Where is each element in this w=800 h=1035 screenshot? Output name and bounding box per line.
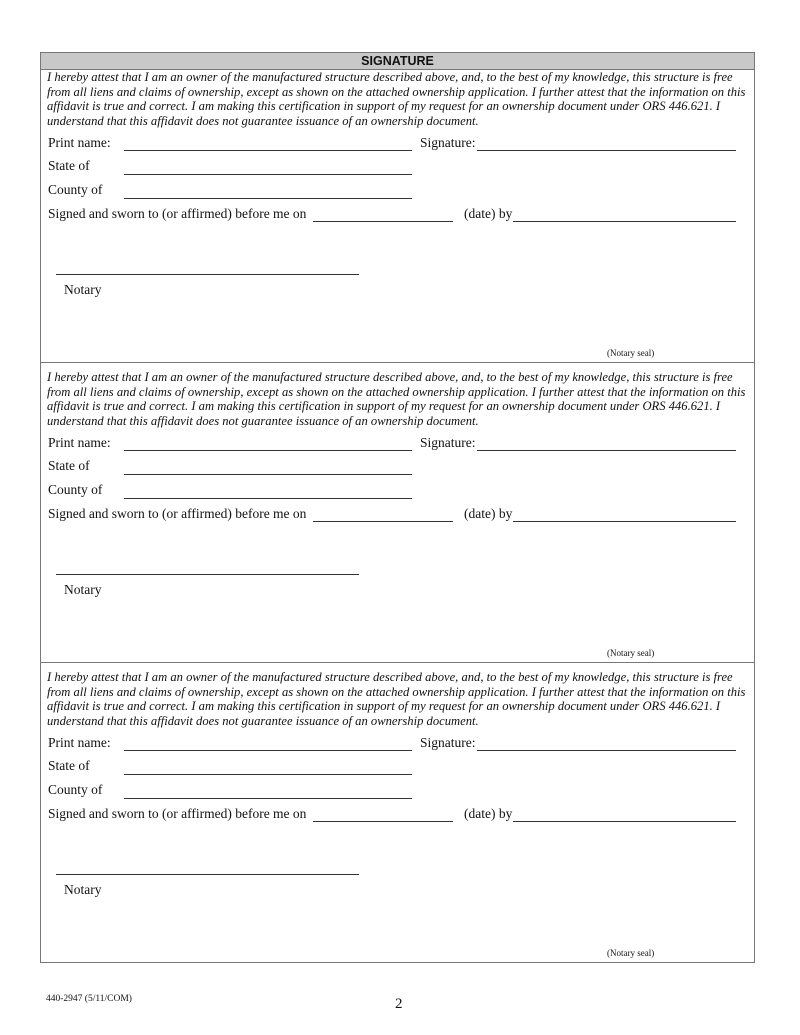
form-number: 440-2947 (5/11/COM) — [46, 994, 132, 1004]
signature-field[interactable] — [477, 750, 736, 751]
affidavit-text: I hereby attest that I am an owner of the manufactured structure described above, and, to the best of my knowledge, this structure is free from all liens and claims of ownership, except as shown on the attached ownership application. I further attest that the information on this affidavit is true and correct. I am making this certification in support of my request for an ownership document under ORS 446.621. I understand that this affidavit does not guarantee issuance of an ownership document. — [47, 370, 746, 428]
signed-sworn-label: Signed and sworn to (or affirmed) before me on — [48, 806, 307, 821]
notary-seal-label: (Notary seal) — [607, 648, 655, 658]
notary-label: Notary — [64, 882, 102, 897]
signed-sworn-label: Signed and sworn to (or affirmed) before me on — [48, 506, 307, 521]
state-of-label: State of — [48, 458, 90, 473]
state-of-field[interactable] — [124, 774, 412, 775]
print-name-label: Print name: — [48, 435, 111, 450]
affidavit-section-3 — [40, 662, 755, 963]
page-number: 2 — [395, 996, 403, 1012]
state-of-field[interactable] — [124, 474, 412, 475]
print-name-label: Print name: — [48, 135, 111, 150]
county-of-label: County of — [48, 482, 103, 497]
signature-field[interactable] — [477, 450, 736, 451]
sworn-date-field[interactable] — [313, 221, 453, 222]
signature-header: SIGNATURE — [40, 52, 755, 70]
state-of-label: State of — [48, 758, 90, 773]
signature-label: Signature: — [420, 435, 476, 450]
date-by-label: (date) by — [464, 506, 513, 521]
signature-label: Signature: — [420, 135, 476, 150]
date-by-label: (date) by — [464, 206, 513, 221]
affidavit-section-2 — [40, 362, 755, 663]
sworn-by-field[interactable] — [513, 221, 736, 222]
county-of-label: County of — [48, 782, 103, 797]
notary-seal-label: (Notary seal) — [607, 948, 655, 958]
sworn-date-field[interactable] — [313, 821, 453, 822]
notary-label: Notary — [64, 582, 102, 597]
county-of-field[interactable] — [124, 798, 412, 799]
county-of-field[interactable] — [124, 198, 412, 199]
affidavit-text: I hereby attest that I am an owner of the manufactured structure described above, and, to the best of my knowledge, this structure is free from all liens and claims of ownership, except as shown on the attached ownership application. I further attest that the information on this affidavit is true and correct. I am making this certification in support of my request for an ownership document under ORS 446.621. I understand that this affidavit does not guarantee issuance of an ownership document. — [47, 670, 746, 728]
signed-sworn-label: Signed and sworn to (or affirmed) before me on — [48, 206, 307, 221]
notary-signature-field[interactable] — [56, 874, 359, 875]
affidavit-section-1 — [40, 69, 755, 363]
sworn-by-field[interactable] — [513, 821, 736, 822]
state-of-field[interactable] — [124, 174, 412, 175]
sworn-date-field[interactable] — [313, 521, 453, 522]
print-name-field[interactable] — [124, 750, 412, 751]
notary-label: Notary — [64, 282, 102, 297]
county-of-label: County of — [48, 182, 103, 197]
date-by-label: (date) by — [464, 806, 513, 821]
signature-field[interactable] — [477, 150, 736, 151]
state-of-label: State of — [48, 158, 90, 173]
notary-signature-field[interactable] — [56, 274, 359, 275]
notary-seal-label: (Notary seal) — [607, 348, 655, 358]
sworn-by-field[interactable] — [513, 521, 736, 522]
county-of-field[interactable] — [124, 498, 412, 499]
signature-label: Signature: — [420, 735, 476, 750]
notary-signature-field[interactable] — [56, 574, 359, 575]
print-name-field[interactable] — [124, 450, 412, 451]
print-name-label: Print name: — [48, 735, 111, 750]
affidavit-text: I hereby attest that I am an owner of the manufactured structure described above, and, to the best of my knowledge, this structure is free from all liens and claims of ownership, except as shown on the attached ownership application. I further attest that the information on this affidavit is true and correct. I am making this certification in support of my request for an ownership document under ORS 446.621. I understand that this affidavit does not guarantee issuance of an ownership document. — [47, 70, 746, 128]
print-name-field[interactable] — [124, 150, 412, 151]
